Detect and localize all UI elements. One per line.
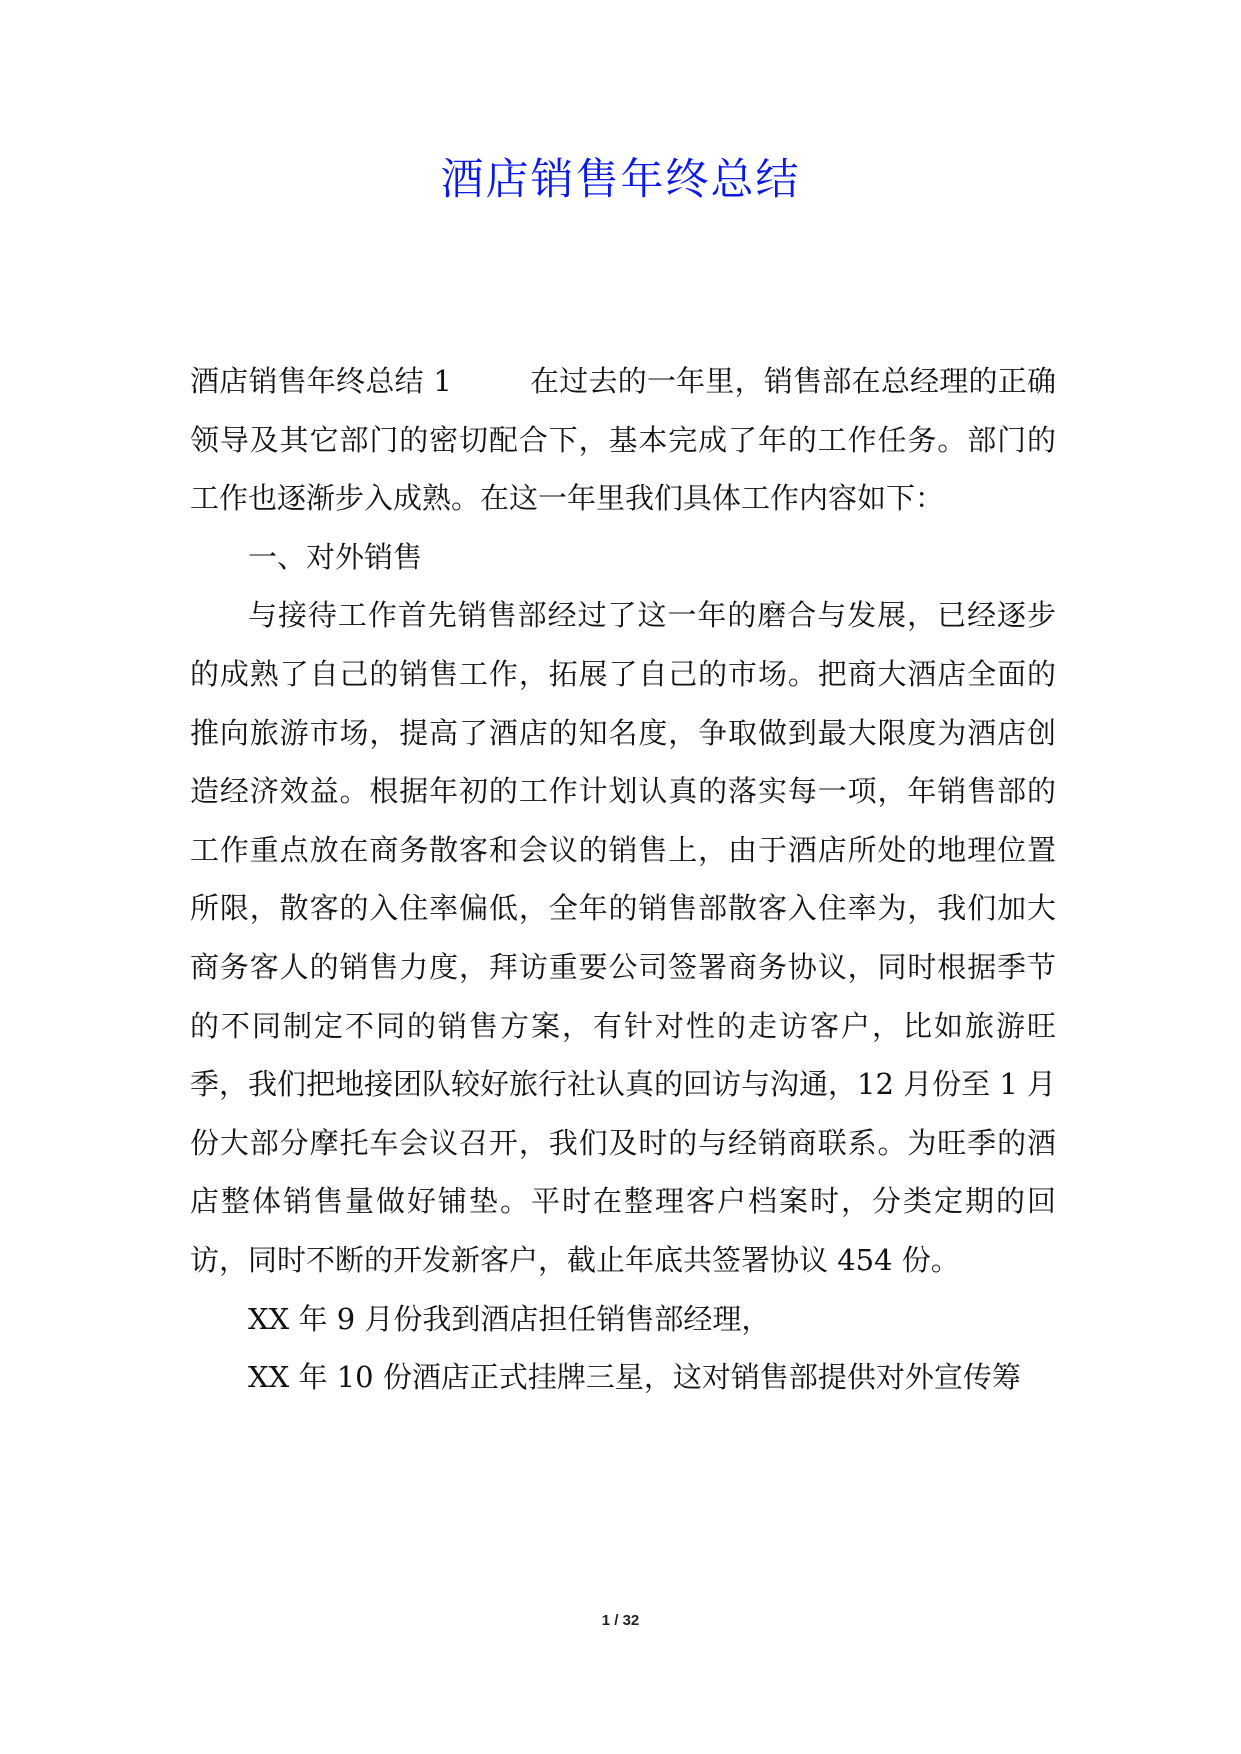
page-number: 1 / 32	[601, 1612, 640, 1629]
paragraph-october: XX 年 10 份酒店正式挂牌三星，这对销售部提供对外宣传筹	[248, 1360, 1021, 1395]
section-heading-external-sales: 一、对外销售	[248, 539, 423, 574]
paragraph-intro-lead: 酒店销售年终总结 1	[190, 364, 452, 398]
paragraph-september: XX 年 9 月份我到酒店担任销售部经理，	[248, 1301, 771, 1336]
document-title: 酒店销售年终总结	[440, 155, 801, 205]
document-body	[190, 352, 1056, 1407]
paragraph-reception-work: 与接待工作首先销售部经过了这一年的磨合与发展，已经逐步的成熟了自己的销售工作，拓展了自己的市场。把商大酒店全面的推向旅游市场，提高了酒店的知名度，争取做到最大限度为酒店创造经济效益。根据年初的工作计划认真的落实每一项，年销售部的工作重点放在商务散客和会议的销售上，由于酒店所处的地理位置所限，散客的入住率偏低，全年的销售部散客入住率为，我们加大商务客人的销售力度，拜访重要公司签署商务协议，同时根据季节的不同制定不同的销售方案，有针对性的走访客户，比如旅游旺季，我们把地接团队较好旅行社认真的回访与沟通，12 月份至 1 月份大部分摩托车会议召开，我们及时的与经销商联系。为旺季的酒店整体销售量做好铺垫。平时在整理客户档案时，分类定期的回访，同时不断的开发新客户，截止年底共签署协议 454 份。	[190, 598, 1057, 1277]
paragraph-intro	[190, 352, 1056, 528]
paragraph-intro-body: 在过去的一年里，销售部在总经理的正确领导及其它部门的密切配合下，基本完成了年的工作任务。部门的工作也逐渐步入成熟。在这一年里我们具体工作内容如下：	[190, 364, 1056, 516]
